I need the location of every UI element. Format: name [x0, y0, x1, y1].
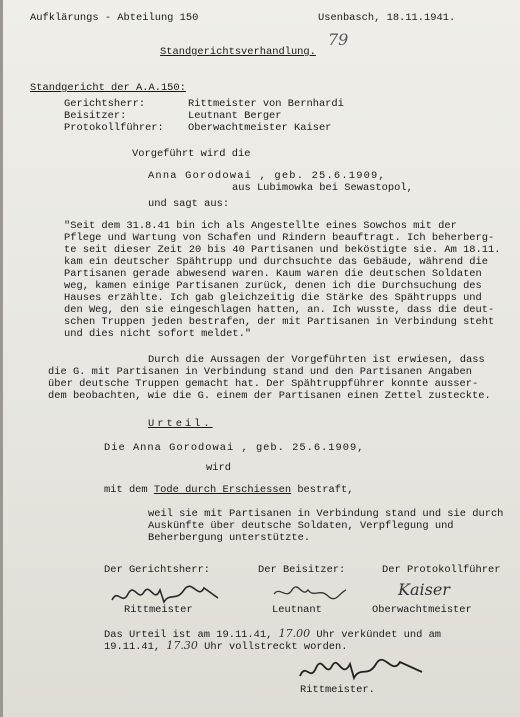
accused-name: Anna Gorodowai , geb. 25.6.1909,	[148, 170, 386, 182]
accused-intro: Vorgeführt wird die	[132, 148, 251, 160]
verdict-reason-line: Beherbergung unterstützte.	[148, 532, 311, 544]
execution-text-1: Das Urteil ist am 19.11.41,	[104, 629, 279, 641]
rank-assessor: Leutnant	[272, 604, 322, 616]
execution-text-2: 19.11.41,	[104, 641, 167, 653]
verdict-sentence-line	[104, 484, 353, 496]
statement-line: weg, kamen einige Partisanen zurück, denen ich die Durchsuchung des	[64, 280, 482, 292]
unit-heading: Aufklärungs - Abteilung 150	[30, 12, 199, 24]
court-name-1: Rittmeister von Bernhardi	[188, 98, 344, 110]
execution-text-1b: Uhr verkündet und am	[310, 629, 442, 641]
sentence-pre: mit dem	[104, 484, 154, 496]
findings-line: dem beobachten, wie die G. einem der Partisanen einen Zettel zusteckte.	[48, 390, 491, 402]
execution-hour-2: 17.30	[166, 639, 198, 652]
statement-line: kam ein deutscher Spähtrupp und durchsuchte das Gebäude, während die	[64, 256, 489, 268]
sentence-text: Tode durch Erschiessen	[153, 484, 292, 496]
place-date: Usenbasch, 18.11.1941.	[318, 12, 456, 24]
findings-line: über deutsche Truppen gemacht hat. Der Spähtruppführer konnte ausser-	[48, 378, 479, 390]
page-number: 79	[328, 30, 349, 49]
execution-hour-1: 17.00	[278, 627, 311, 640]
statement-line: den Weg, den sie eingeschlagen hatten, an. Ich wusste, dass die deut-	[64, 304, 495, 316]
statement-line: Pflege und Wartung von Schafen und Rindern beauftragt. Ich beherberg-	[64, 232, 495, 244]
sig-label-assessor: Der Beisitzer:	[258, 564, 346, 576]
sig-label-recorder: Der Protokollführer	[382, 564, 501, 576]
verdict-reason-line: weil sie mit Partisanen in Verbindung stand und sie durch	[148, 508, 504, 520]
execution-text-2b: Uhr vollstreckt worden.	[197, 641, 348, 653]
document-title: Standgerichtsverhandlung.	[160, 46, 316, 58]
accused-says: und sagt aus:	[148, 198, 230, 210]
statement-line: te seit dieser Zeit 20 bis 40 Partisanen und beköstigte sie. Am 18.11.	[64, 244, 501, 256]
court-role-3: Protokollführer:	[64, 122, 164, 134]
rank-recorder: Oberwachtmeister	[372, 604, 472, 616]
sentence-post: bestraft,	[291, 484, 354, 496]
statement-line: Partisanen gerade abwesend waren. Kaum waren die deutschen Soldaten	[64, 268, 482, 280]
court-role-1: Gerichtsherr:	[64, 98, 146, 110]
signature-recorder: Kaiser	[398, 580, 450, 599]
verdict-reason-line: Auskünfte über deutsche Soldaten, Verpflegung und	[148, 520, 454, 532]
accused-origin: aus Lubimowka bei Sewastopol,	[232, 182, 413, 194]
rank-judge: Rittmeister	[124, 604, 193, 616]
verdict-heading: Urteil.	[148, 418, 213, 430]
statement-line: "Seit dem 31.8.41 bin ich als Angestellte eines Sowchos mit der	[64, 220, 457, 232]
court-name-2: Leutnant Berger	[188, 110, 282, 122]
page-edge	[0, 0, 3, 717]
findings-line: Durch die Aussagen der Vorgeführten ist erwiesen, dass	[148, 354, 485, 366]
sig-label-judge: Der Gerichtsherr:	[104, 564, 211, 576]
court-heading: Standgericht der A.A.150:	[30, 82, 186, 94]
verdict-wird: wird	[206, 462, 231, 474]
statement-line: Hauses erzählte. Ich gab gleichzeitig die Stärke des Spähtrupps und	[64, 292, 482, 304]
court-name-3: Oberwachtmeister Kaiser	[188, 122, 332, 134]
verdict-name: Die Anna Gorodowai , geb. 25.6.1909,	[104, 442, 365, 454]
statement-line: schen Truppen jeden bestrafen, der mit Partisanen in Verbindung steht	[64, 316, 495, 328]
court-role-2: Beisitzer:	[64, 110, 127, 122]
execution-rank: Rittmeister.	[300, 684, 375, 696]
findings-line: die G. mit Partisanen in Verbindung stand und den Partisanen Angaben	[48, 366, 473, 378]
statement-line: und dies nicht sofort meldet."	[64, 328, 252, 340]
signature-judge-final	[296, 652, 436, 686]
